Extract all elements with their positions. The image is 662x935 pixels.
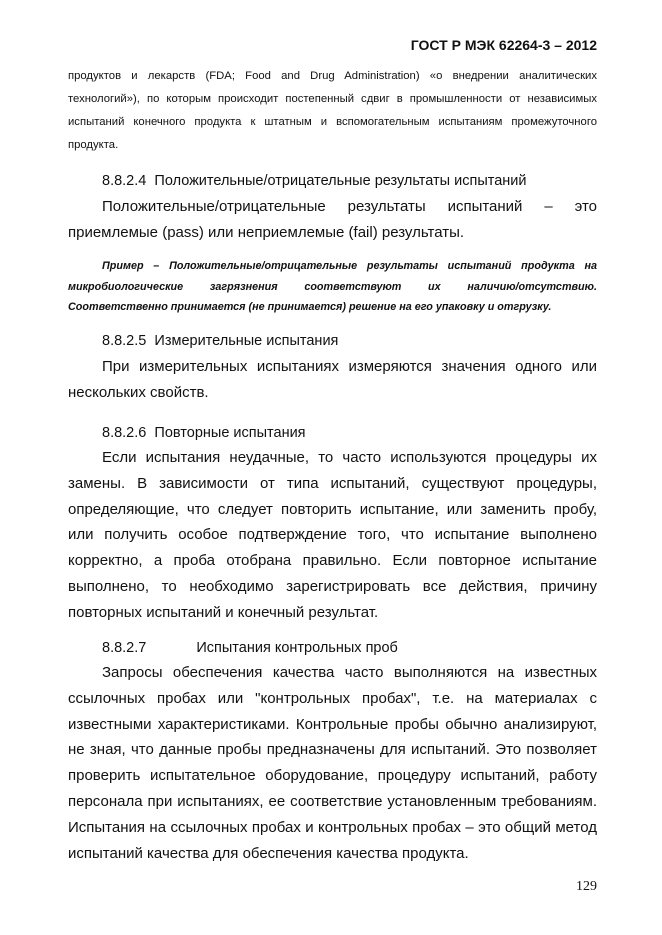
section-number: 8.8.2.7 bbox=[102, 640, 147, 656]
intro-paragraph: продуктов и лекарств (FDA; Food and Drug Administration) «о внедрении аналитических технологий»), по которым происходит постепенный сдвиг в промышленности от независимых испытаний конечного продукта к штатным и вспомогательным испытаниям промежуточного продукта. bbox=[68, 70, 597, 151]
section-title: Измерительные испытания bbox=[154, 333, 339, 349]
section-paragraph: Запросы обеспечения качества часто выполняются на известных ссылочных пробах или "контрольных пробах", т.е. на материалах с известными характеристиками. Контрольные пробы обычно анализируют, не зная, что данные пробы предназначены для испытаний. Это позволяет проверить испытательное оборудование, процедуру испытаний, работу персонала при испытаниях, ее соответствие установленным требованиям. Испытания на ссылочных пробах и контрольных пробах – это общий метод испытаний качества для обеспечения качества продукта. bbox=[68, 664, 597, 862]
section-title: Повторные испытания bbox=[154, 425, 306, 441]
page-number: 129 bbox=[576, 879, 597, 894]
example-note: Пример – Положительные/отрицательные результаты испытаний продукта на микробиологические загрязнения соответствуют их наличию/отсутствию. Соответственно принимается (не принимается) решение на его упаковку и отгрузку. bbox=[68, 260, 597, 313]
section-title: Испытания контрольных проб bbox=[196, 640, 398, 656]
section-number: 8.8.2.6 bbox=[102, 425, 147, 441]
section-paragraph: Положительные/отрицательные результаты испытаний – это приемлемые (pass) или неприемлемые (fail) результаты. bbox=[68, 198, 597, 241]
section-paragraph: Если испытания неудачные, то часто используются процедуры их замены. В зависимости от типа испытаний, существуют процедуры, определяющие, что следует повторить испытание, или заменить пробу, или получить особое подтверждение того, что испытание выполнено корректно, а проба отобрана правильно. Если повторное испытание выполнено, то необходимо зарегистрировать все действия, причину повторных испытаний и конечный результат. bbox=[68, 449, 597, 621]
section-paragraph: При измерительных испытаниях измеряются значения одного или нескольких свойств. bbox=[68, 358, 597, 401]
section-heading-8-8-2-5 bbox=[68, 331, 631, 351]
document-header: ГОСТ Р МЭК 62264-3 – 2012 bbox=[410, 37, 597, 53]
section-number: 8.8.2.5 bbox=[102, 333, 147, 349]
section-title: Положительные/отрицательные результаты испытаний bbox=[154, 173, 527, 189]
section-heading-8-8-2-7 bbox=[68, 638, 631, 658]
section-number: 8.8.2.4 bbox=[102, 173, 147, 189]
section-heading-8-8-2-6 bbox=[68, 423, 631, 443]
section-heading-8-8-2-4 bbox=[68, 171, 631, 191]
